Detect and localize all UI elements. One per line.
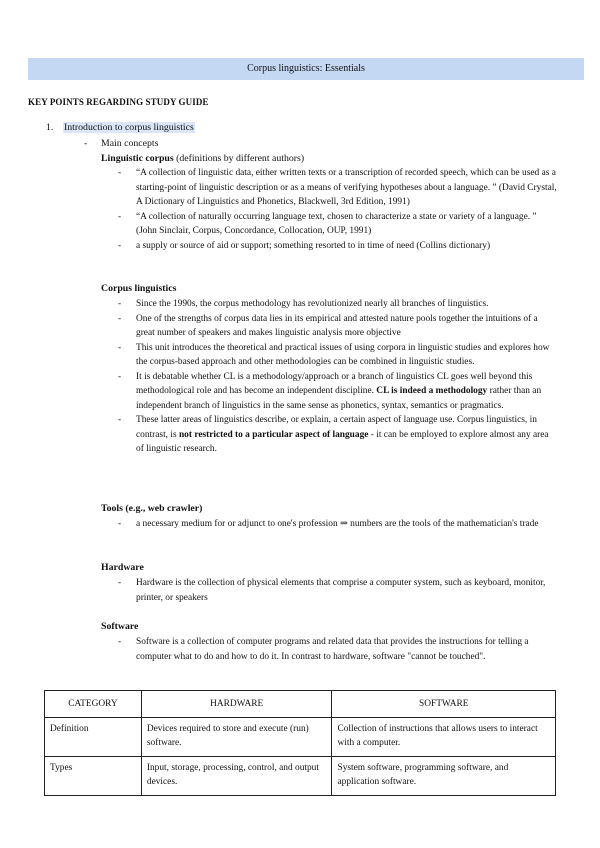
table-cell: System software, programming software, and application software.	[332, 757, 556, 796]
list-item	[118, 576, 558, 605]
tools-title: Tools (e.g., web crawler)	[101, 503, 203, 514]
bullet-dash: -	[118, 637, 122, 647]
list-item-text: Hardware is the collection of physical elements that comprise a computer system, such as keyboard, monitor, printer, or speakers	[136, 578, 546, 603]
bullet-dash: -	[118, 371, 122, 382]
list-item-text: Software is a collection of computer programs and related data that provides the instructions for telling a computer what to do and how to do it. In contrast to hardware, software "cannot be touched".	[136, 637, 529, 662]
list-item-text: It is debatable whether CL is a methodology/approach or a branch of linguistics CL goes well beyond this methodological role and has become an independent discipline.	[136, 371, 533, 396]
hardware-software-table	[44, 690, 556, 796]
table-row	[45, 718, 556, 757]
table-cell: Devices required to store and execute (run) software.	[141, 718, 332, 757]
table-cell: Collection of instructions that allows users to interact with a computer.	[332, 718, 556, 757]
linguistic-corpus-note: (definitions by different authors)	[173, 153, 305, 164]
bullet-dash: -	[118, 415, 122, 425]
hardware-title: Hardware	[101, 562, 144, 573]
bullet-dash: -	[118, 299, 122, 309]
corpus-linguistics-list	[118, 297, 558, 457]
bullet-dash: -	[118, 211, 122, 222]
table-cell: Types	[45, 757, 142, 796]
linguistic-corpus-list	[118, 166, 558, 253]
list-item-text: “A collection of naturally occurring language text, chosen to characterize a state or variety of a language. ” (John Sinclair, Corpus, Concordance, Collocation, OUP, 1991)	[136, 211, 537, 236]
linguistic-corpus-heading	[101, 152, 304, 167]
section-1-label: Introduction to corpus linguistics	[64, 122, 194, 133]
list-item-text: a necessary medium for or adjunct to one's profession ⇒ numbers are the tools of the mathematician's trade	[136, 519, 539, 529]
list-item	[118, 341, 558, 370]
list-item	[118, 297, 558, 312]
linguistic-corpus-title: Linguistic corpus	[101, 153, 174, 164]
list-item-text: One of the strengths of corpus data lies in its empirical and attested nature pools together the intuitions of a great number of speakers and makes linguistic analysis more objective	[136, 313, 538, 338]
list-item	[118, 517, 558, 532]
list-item-text: rather than an independent branch of linguistics in the same sense as phonetics, syntax, semantics or pragmatics.	[136, 386, 542, 411]
list-item-emphasis: CL is indeed a methodology	[376, 386, 488, 396]
table-cell: Definition	[45, 718, 142, 757]
list-item-text: - it can be employed to explore almost any area of linguistic research.	[136, 429, 549, 454]
key-points-heading: KEY POINTS REGARDING STUDY GUIDE	[28, 97, 209, 107]
software-list	[118, 635, 558, 664]
software-title: Software	[101, 621, 139, 632]
table-header-row	[45, 691, 556, 718]
list-item	[118, 166, 558, 210]
list-item	[118, 413, 558, 457]
hardware-heading	[101, 561, 144, 576]
bullet-dash: -	[118, 519, 122, 529]
list-item-text: This unit introduces the theoretical and practical issues of using corpora in linguistic studies and explores how the corpus-based approach and other methodologies can be combined in linguistic studies.	[136, 342, 550, 367]
table-header-hardware: HARDWARE	[141, 691, 332, 718]
table-header-category: CATEGORY	[45, 691, 142, 718]
table-cell: Input, storage, processing, control, and output devices.	[141, 757, 332, 796]
bullet-dash: -	[118, 342, 122, 353]
list-item-text: These latter areas of linguistics describe, or explain, a certain aspect of language use. Corpus linguistics, in contrast, is	[136, 415, 537, 440]
hardware-list	[118, 576, 558, 605]
bullet-dash: -	[118, 168, 122, 178]
list-item-text: a supply or source of aid or support; something resorted to in time of need (Collins dictionary)	[136, 240, 491, 251]
list-item-text: Since the 1990s, the corpus methodology has revolutionized nearly all branches of linguistics.	[136, 299, 489, 309]
bullet-dash: -	[118, 240, 122, 251]
list-item	[118, 312, 558, 341]
software-heading	[101, 620, 138, 635]
list-item-text: “A collection of linguistic data, either written texts or a transcription of recorded speech, which can be used as a starting-point of linguistic description or as a means of verifying hypotheses about a language. ” (David Crystal, A Dictionary of Linguistics and Phonetics, Blackwell, 3rd Edition, 1991)	[136, 168, 557, 207]
list-item	[118, 239, 558, 254]
main-concepts-label: Main concepts	[101, 138, 159, 149]
tools-list	[118, 517, 558, 532]
section-1-heading	[46, 121, 195, 136]
corpus-linguistics-heading	[101, 282, 176, 297]
tools-heading	[101, 502, 202, 517]
bullet-dash: -	[118, 313, 122, 324]
corpus-linguistics-title: Corpus linguistics	[101, 283, 177, 294]
bullet-dash: -	[118, 578, 122, 588]
list-item-emphasis: not restricted to a particular aspect of language	[178, 429, 369, 440]
main-concepts-item	[84, 137, 158, 152]
list-item	[118, 635, 558, 664]
table-header-software: SOFTWARE	[332, 691, 556, 718]
bullet-dash: -	[84, 138, 88, 149]
list-item	[118, 370, 558, 414]
table-row	[45, 757, 556, 796]
document-title: Corpus linguistics: Essentials	[28, 58, 584, 80]
section-1-number: 1.	[46, 122, 54, 133]
list-item	[118, 210, 558, 239]
